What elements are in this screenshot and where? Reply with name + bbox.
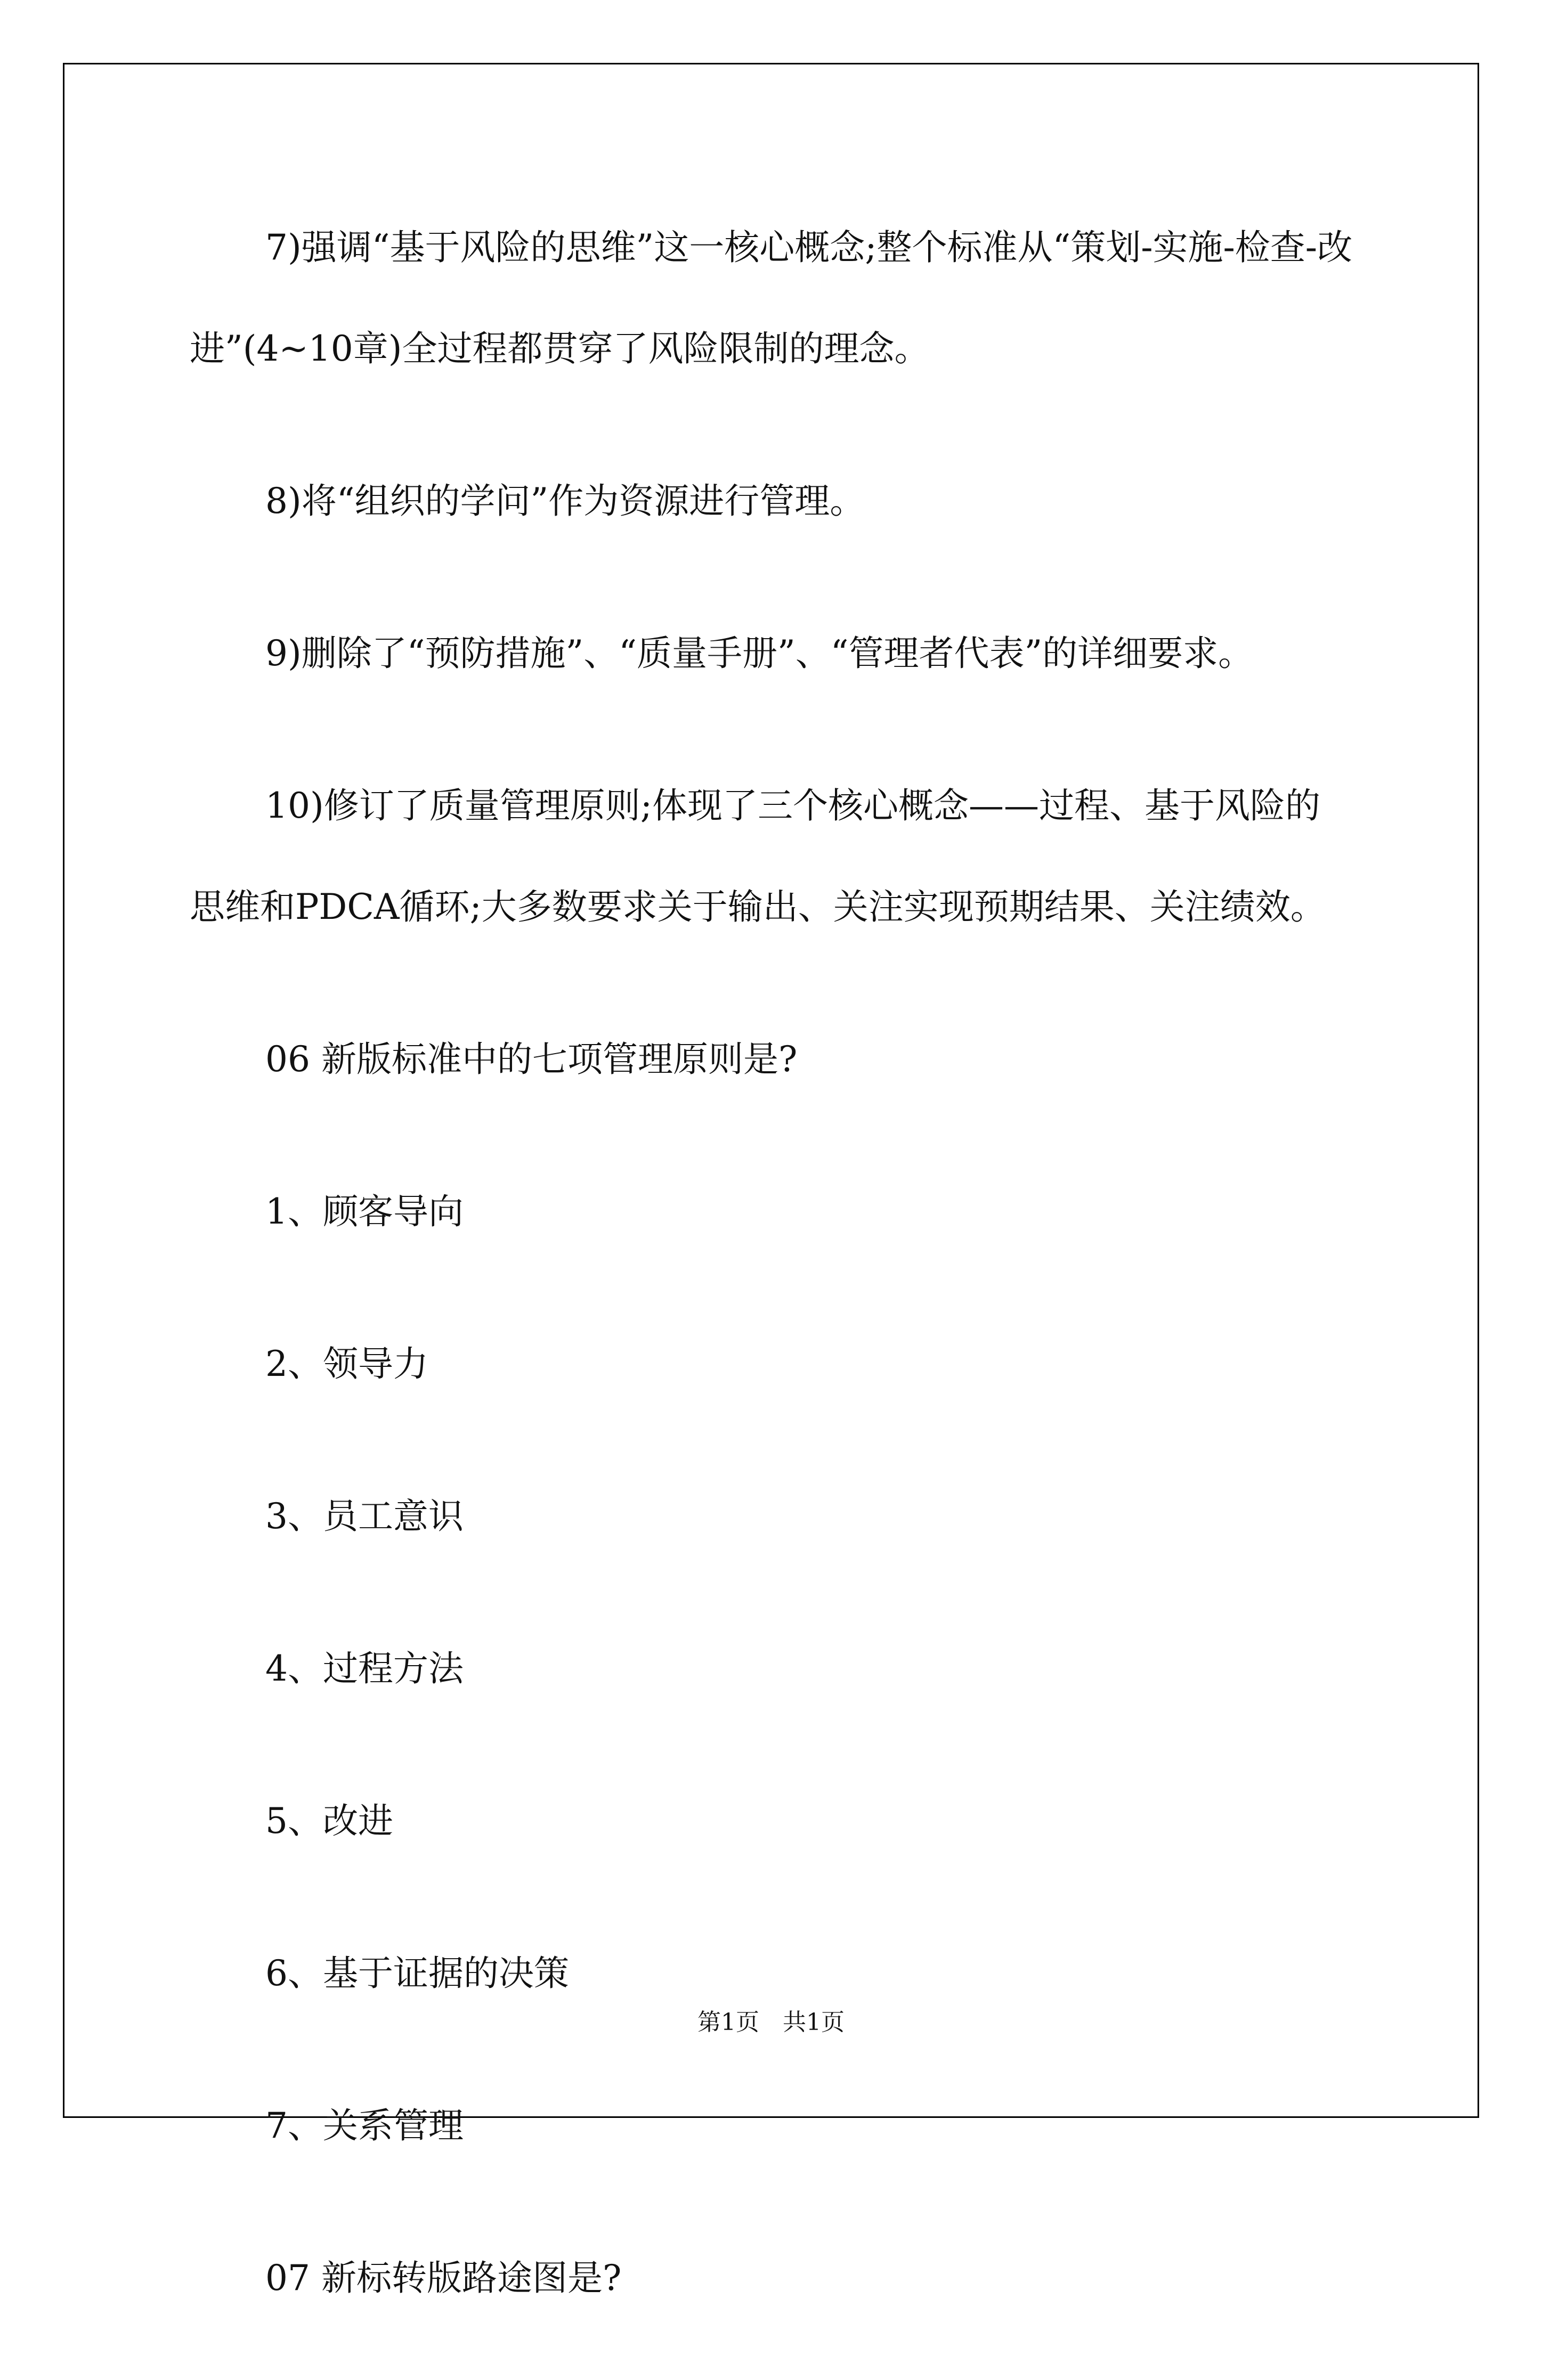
- document-body: [190, 197, 1354, 2380]
- principle-item-2: 2、领导力: [265, 1343, 428, 1384]
- principle-item-4: 4、过程方法: [265, 1648, 464, 1689]
- paragraph-10: 10)修订了质量管理原则;体现了三个核心概念——过程、基于风险的思维和PDCA循环;大多数要求关于输出、关注实现预期结果、关注绩效。: [190, 785, 1326, 927]
- paragraph-7: 7)强调“基于风险的思维”这一核心概念;整个标准从“策划-实施-检查-改进”(4~10章)全过程都贯穿了风险限制的理念。: [190, 227, 1353, 369]
- section-06-heading: 06 新版标准中的七项管理原则是?: [265, 1039, 798, 1080]
- principle-item-7: 7、关系管理: [265, 2105, 464, 2146]
- principle-item-1: 1、顾客导向: [265, 1191, 464, 1232]
- section-07-heading: 07 新标转版路途图是?: [265, 2257, 622, 2299]
- principle-item-6: 6、基于证据的决策: [265, 1953, 569, 1994]
- page-number-footer: 第1页 共1页: [697, 2009, 845, 2036]
- paragraph-9: 9)删除了“预防措施”、“质量手册”、“管理者代表”的详细要求。: [265, 633, 1254, 674]
- principle-item-5: 5、改进: [265, 1800, 393, 1841]
- principle-item-3: 3、员工意识: [265, 1496, 464, 1537]
- paragraph-8: 8)将“组织的学问”作为资源进行管理。: [265, 480, 865, 521]
